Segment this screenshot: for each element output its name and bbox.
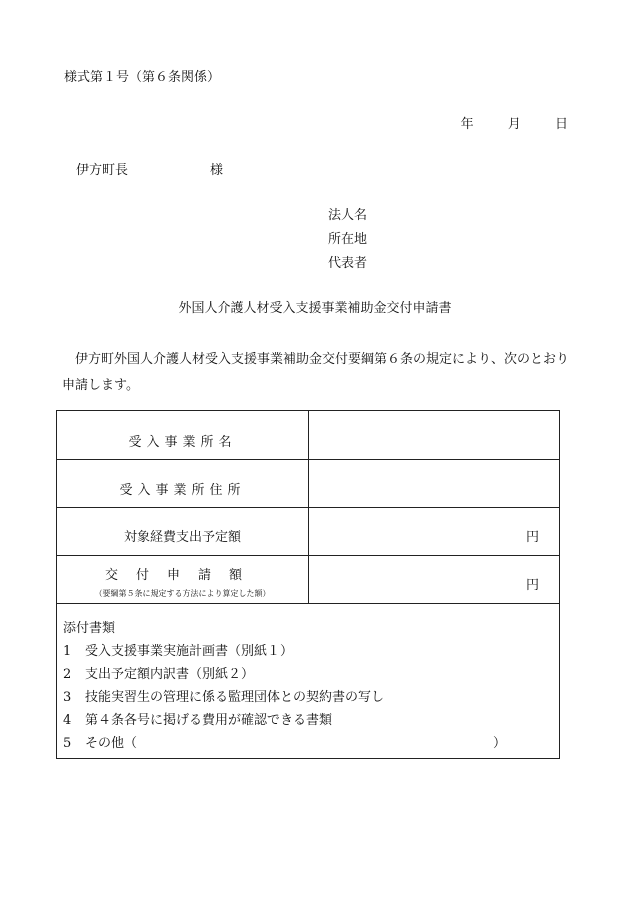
item-number: 3 (63, 690, 72, 705)
date-month-label: 月 (507, 117, 521, 132)
column-divider (308, 507, 309, 555)
representative-label: 代表者 (328, 256, 368, 271)
document-title: 外国人介護人材受入支援事業補助金交付申請書 (178, 301, 452, 316)
list-item (63, 640, 384, 663)
table-row (57, 459, 559, 508)
item-text: 技能実習生の管理に係る監理団体との契約書の写し (85, 690, 385, 705)
form-number: 様式第１号（第６条関係） (64, 70, 221, 85)
addressee-honorific: 様 (210, 163, 224, 178)
item-text: 支出予定額内訳書（別紙２） (85, 667, 255, 682)
table-row (57, 507, 559, 556)
item-number: 2 (63, 667, 72, 682)
date-day-label: 日 (554, 117, 568, 132)
column-divider (308, 411, 309, 459)
column-divider (308, 555, 309, 603)
addressee (76, 164, 223, 177)
application-table (56, 410, 560, 759)
list-item (63, 663, 384, 686)
list-item (63, 732, 507, 755)
list-item (63, 686, 384, 709)
item-text: 受入支援事業実施計画書（別紙１） (85, 644, 294, 659)
item-text: その他（ (85, 736, 138, 751)
grant-amount-note: （要綱第５条に規定する方法により算定した額） (94, 589, 271, 598)
yen-unit: 円 (525, 530, 539, 545)
addressee-name: 伊方町長 (76, 163, 129, 178)
location-label: 所在地 (328, 232, 368, 247)
applicant-block (328, 209, 367, 281)
attachments-heading: 添付書類 (63, 621, 116, 636)
closing-paren: ） (493, 736, 507, 751)
list-item (63, 709, 384, 732)
date-year-label: 年 (460, 117, 474, 132)
item-number: 1 (63, 644, 72, 659)
yen-unit: 円 (525, 578, 539, 593)
date-line (461, 118, 568, 131)
table-row (57, 411, 559, 460)
office-address-label: 受入事業所住所 (119, 483, 246, 498)
item-text: 第４条各号に掲げる費用が確認できる書類 (85, 713, 333, 728)
corporation-name-label: 法人名 (328, 208, 368, 223)
grant-amount-label: 交付申請額 (104, 568, 260, 583)
column-divider (308, 459, 309, 507)
body-text: 伊方町外国人介護人材受入支援事業補助金交付要綱第６条の規定により、次のとおり申請します。 (62, 352, 570, 393)
table-row (57, 555, 559, 604)
item-number: 4 (63, 713, 72, 728)
office-name-label: 受入事業所名 (128, 435, 237, 450)
attachments-section (63, 617, 507, 755)
item-number: 5 (63, 736, 72, 751)
planned-expenditure-label: 対象経費支出予定額 (123, 530, 241, 545)
